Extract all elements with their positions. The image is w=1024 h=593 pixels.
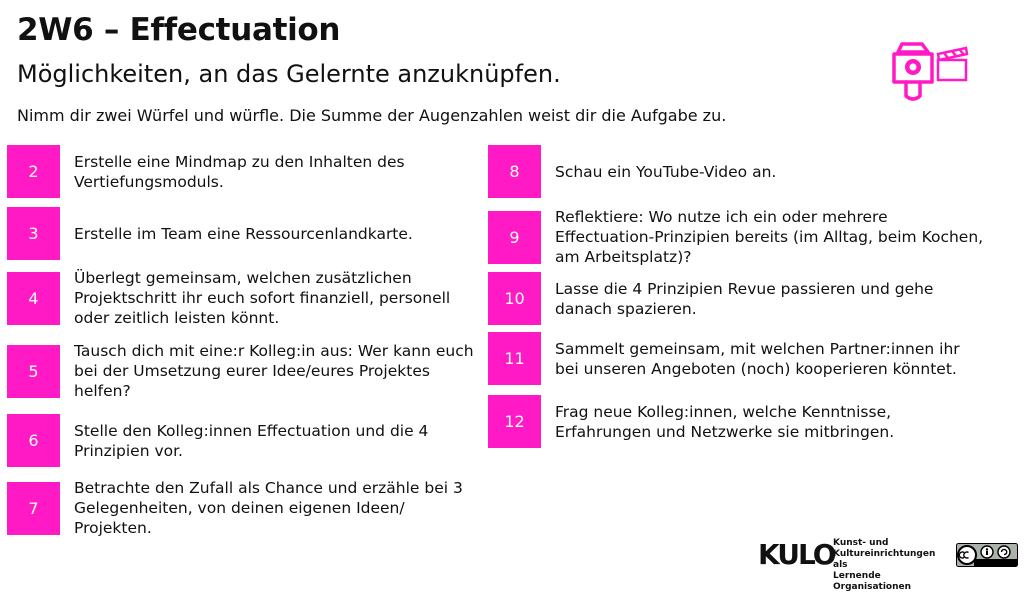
dice-sum-badge: 6 xyxy=(7,414,60,467)
task-item-12 xyxy=(488,395,985,448)
task-item-9 xyxy=(488,207,985,267)
page-title: 2W6 – Effectuation xyxy=(17,12,341,48)
task-text: Stelle den Kolleg:innen Effectuation und die 4 Prinzipien vor. xyxy=(74,421,429,460)
dice-sum-badge: 10 xyxy=(488,272,541,325)
task-item-2 xyxy=(7,145,474,198)
intro-text: Nimm dir zwei Würfel und würfle. Die Summe der Augenzahlen weist dir die Aufgabe zu. xyxy=(17,106,727,125)
task-text: Tausch dich mit eine:r Kolleg:in aus: Wer kann euch bei der Umsetzung eurer Idee/eures Projektes helfen? xyxy=(74,342,474,400)
task-text: Erstelle im Team eine Ressourcenlandkarte. xyxy=(74,224,413,243)
task-item-8 xyxy=(488,145,985,198)
task-text: Lasse die 4 Prinzipien Revue passieren und gehe danach spazieren. xyxy=(555,279,934,318)
dice-sum-badge: 9 xyxy=(488,211,541,264)
task-text: Schau ein YouTube-Video an. xyxy=(555,162,777,181)
kulo-logo: KULO xyxy=(758,538,835,571)
dice-sum-badge: 3 xyxy=(7,207,60,260)
task-item-11 xyxy=(488,332,985,385)
task-item-10 xyxy=(488,272,985,325)
dice-sum-badge: 12 xyxy=(488,395,541,448)
task-text: Frag neue Kolleg:innen, welche Kenntnisse, Erfahrungen und Netzwerke sie mitbringen. xyxy=(555,402,895,441)
task-item-4 xyxy=(7,268,474,328)
task-item-7 xyxy=(7,478,474,538)
org-line: Kunst- und xyxy=(833,538,889,548)
task-item-3 xyxy=(7,207,474,260)
organization-name xyxy=(833,538,953,593)
page-subtitle: Möglichkeiten, an das Gelernte anzuknüpfen. xyxy=(17,60,561,88)
task-text: Überlegt gemeinsam, welchen zusätzlichen Projektschritt ihr euch sofort finanziell, personell oder zeitlich leisten könnt. xyxy=(74,269,451,327)
cc-by-sa-icon xyxy=(956,543,1018,567)
dice-sum-badge: 11 xyxy=(488,332,541,385)
task-item-6 xyxy=(7,414,474,467)
dice-sum-badge: 7 xyxy=(7,482,60,535)
dice-sum-badge: 8 xyxy=(488,145,541,198)
dice-sum-badge: 2 xyxy=(7,145,60,198)
dice-sum-badge: 4 xyxy=(7,272,60,325)
task-text: Sammelt gemeinsam, mit welchen Partner:innen ihr bei unseren Angeboten (noch) kooperieren könntet. xyxy=(555,339,960,378)
org-line: Lernende Organisationen xyxy=(833,571,912,592)
robot-clapperboard-icon xyxy=(888,36,970,102)
task-text: Reflektiere: Wo nutze ich ein oder mehrere Effectuation-Prinzipien bereits (im Alltag, beim Kochen, am Arbeitsplatz)? xyxy=(555,208,984,266)
org-line: Kultureinrichtungen als xyxy=(833,549,936,570)
task-text: Erstelle eine Mindmap zu den Inhalten des Vertiefungsmoduls. xyxy=(74,152,405,191)
dice-sum-badge: 5 xyxy=(7,345,60,398)
task-item-5 xyxy=(7,341,474,401)
task-text: Betrachte den Zufall als Chance und erzähle bei 3 Gelegenheiten, von deinen eigenen Ideen/ Projekten. xyxy=(74,479,463,537)
